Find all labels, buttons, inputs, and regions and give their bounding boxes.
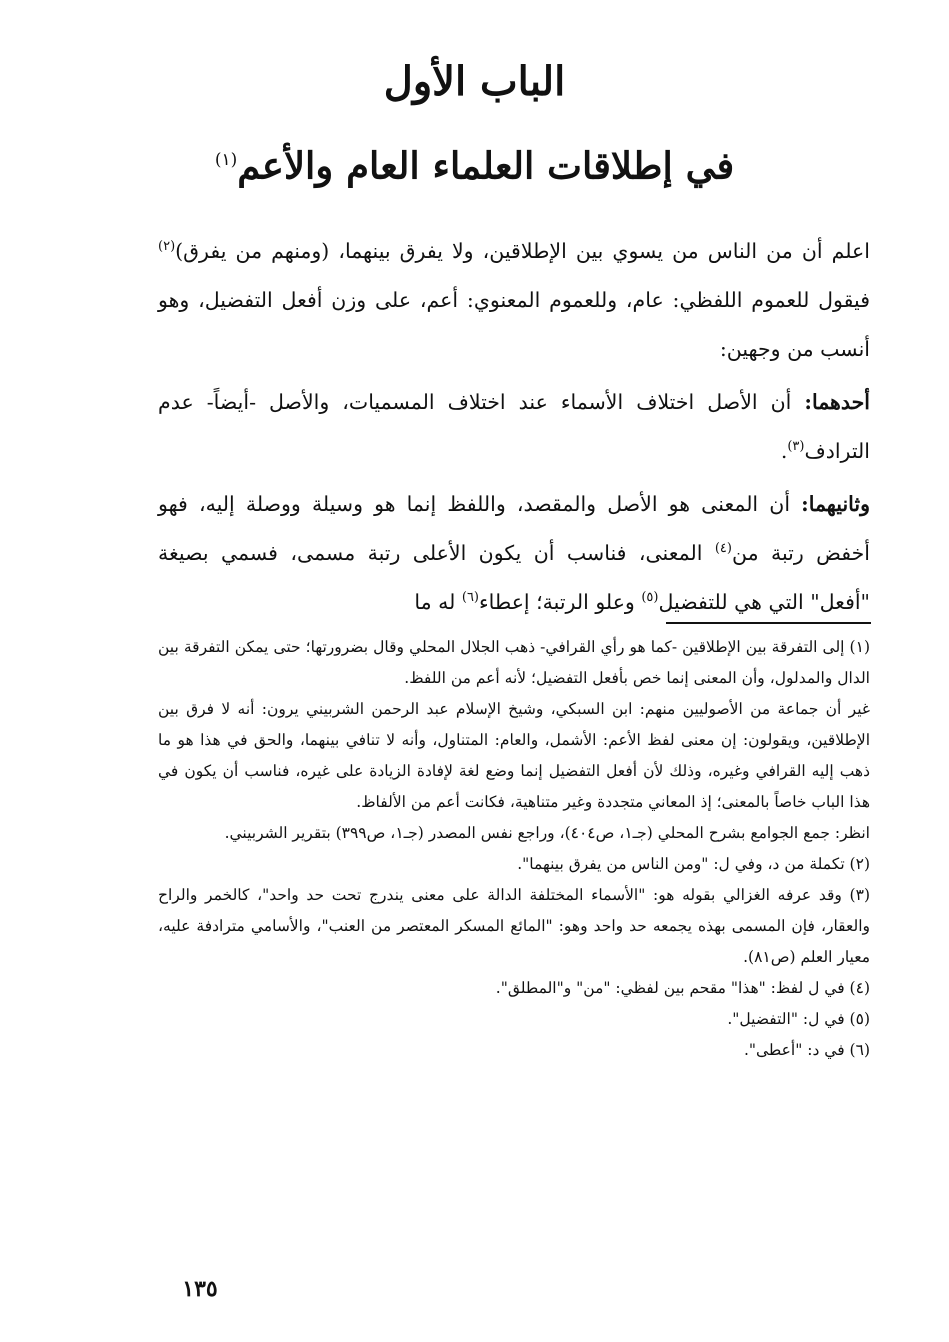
paragraph-lead: أحدهما: bbox=[804, 390, 870, 414]
page-number: ١٣٥ bbox=[182, 1276, 218, 1302]
body-paragraph-3 bbox=[158, 480, 870, 627]
chapter-heading-text: الباب الأول bbox=[383, 58, 566, 105]
paragraph-text: . bbox=[780, 439, 788, 463]
paragraph-text: أن الأصل اختلاف الأسماء عند اختلاف المسميات، والأصل -أيضاً- عدم الترادف bbox=[158, 390, 870, 463]
footnote-ref-1[interactable]: (١) bbox=[214, 150, 238, 170]
footnote-1-continued: غير أن جماعة من الأصوليين منهم: ابن السبكي، وشيخ الإسلام عبد الرحمن الشربيني يرون: أنه لا فرق بين الإطلاقين، ويقولون: إن معنى لفظ الأعم: الأشمل، والعام: المتناول، وأنه لا تنافي بينهما، والحق في هذا هو ما ذهب إليه القرافي وغيره، وذلك لأن أفعل التفضيل إنما وضع لغة لإفادة الزيادة على غيره، فناسب أن يكون في هذا الباب خاصاً بالمعنى؛ إذ المعاني متجددة وغير متناهية، فكانت أعم من الألفاظ. bbox=[158, 700, 870, 811]
chapter-heading bbox=[0, 52, 949, 112]
paragraph-text: اعلم أن من الناس من يسوي بين الإطلاقين، ولا يفرق بينهما، (ومنهم من يفرق) bbox=[175, 239, 870, 263]
paragraph-text: أن المعنى هو الأصل والمقصد، واللفظ إنما هو وسيلة ووصلة إليه، فهو أخفض رتبة من bbox=[158, 492, 870, 565]
footnote-4: (٤) في ل لفظ: "هذا" مقحم بين لفظي: "من" و"المطلق". bbox=[495, 979, 870, 997]
footnote-1: (١) إلى التفرقة بين الإطلاقين -كما هو رأي القرافي- ذهب الجلال المحلي وقال بضرورتها؛ حتى يمكن التفرقة بين الدال والمدلول، وأن المعنى إنما خص بأفعل التفضيل؛ لأنه أعم من اللفظ. bbox=[158, 638, 870, 687]
footnote-1-reference: انظر: جمع الجوامع بشرح المحلي (جـ١، ص٤٠٤)، وراجع نفس المصدر (جـ١، ص٣٩٩) بتقرير الشربيني. bbox=[224, 824, 870, 842]
footnote-ref-6[interactable]: (٦) bbox=[461, 590, 479, 606]
footnotes-section bbox=[158, 632, 870, 1066]
paragraph-text: له ما bbox=[414, 590, 462, 614]
body-paragraph-2 bbox=[158, 378, 870, 476]
paragraph-text: فيقول للعموم اللفظي: عام، وللعموم المعنوي: أعم، على وزن أفعل التفضيل، وهو أنسب من وجهين: bbox=[158, 288, 870, 361]
footnote-6: (٦) في د: "أعطى". bbox=[743, 1041, 870, 1059]
footnote-5: (٥) في ل: "التفضيل". bbox=[727, 1010, 870, 1028]
footnote-3: (٣) وقد عرفه الغزالي بقوله هو: "الأسماء المختلفة الدالة على معنى يندرج تحت حد واحد"، كالخمر والراح والعقار، فإن المسمى بهذه يجمعه حد واحد وهو: "المائع المسكر المعتصر من العنب"، والأسامي مترادفة عليه، معيار العلم (ص٨١). bbox=[158, 886, 870, 966]
footnote-ref-3[interactable]: (٣) bbox=[787, 439, 805, 455]
footnote-2: (٢) تكملة من د، وفي ل: "ومن الناس من يفرق بينهما". bbox=[517, 855, 870, 873]
footnote-ref-4[interactable]: (٤) bbox=[714, 541, 732, 557]
paragraph-lead: وثانيهما: bbox=[801, 492, 870, 516]
paragraph-text: وعلو الرتبة؛ إعطاء bbox=[479, 590, 642, 614]
chapter-subheading-text: في إطلاقات العلماء العام والأعم bbox=[237, 143, 735, 188]
paragraph-text: المعنى، فناسب أن يكون الأعلى رتبة مسمى، فسمي بصيغة "أفعل" التي هي للتفضيل bbox=[158, 541, 870, 614]
footnote-ref-5[interactable]: (٥) bbox=[641, 590, 659, 606]
footnote-ref-2[interactable]: (٢) bbox=[158, 239, 176, 255]
footnote-divider bbox=[666, 622, 871, 624]
chapter-subheading bbox=[0, 132, 949, 193]
body-paragraph-1 bbox=[158, 227, 870, 374]
